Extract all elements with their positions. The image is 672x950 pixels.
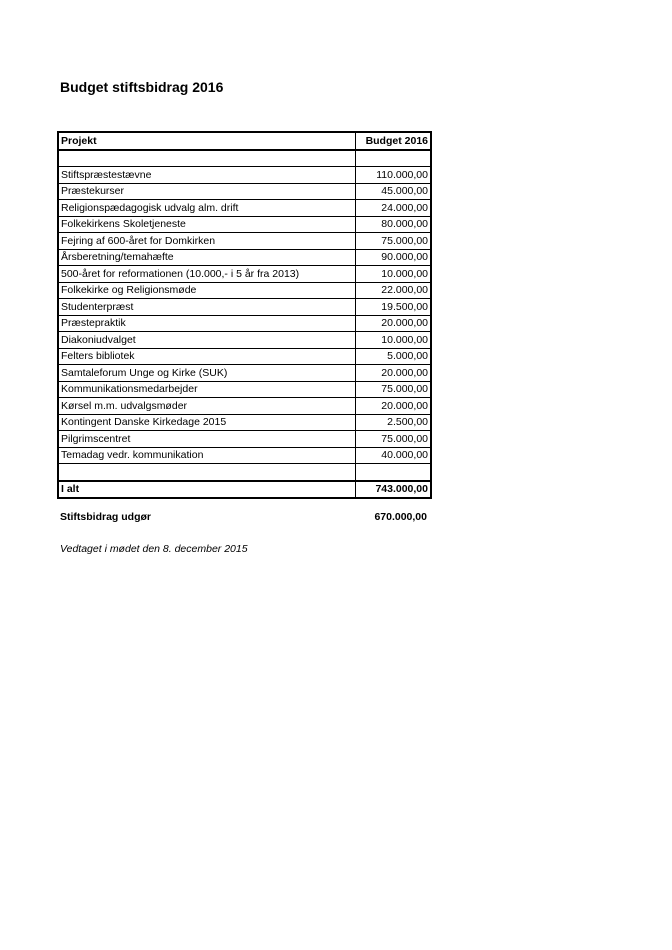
table-row: [58, 282, 431, 299]
table-spacer-row: [58, 150, 431, 167]
amount-cell: 20.000,00: [356, 365, 432, 382]
amount-cell: 75.000,00: [356, 381, 432, 398]
amount-cell: 110.000,00: [356, 167, 432, 184]
summary-value: 670.000,00: [374, 511, 427, 523]
amount-cell: 10.000,00: [356, 266, 432, 283]
spacer-cell: [58, 150, 356, 167]
table-row: [58, 381, 431, 398]
amount-cell: 2.500,00: [356, 414, 432, 431]
amount-cell: 19.500,00: [356, 299, 432, 316]
project-cell: Stiftspræstestævne: [58, 167, 356, 184]
project-cell: Præstepraktik: [58, 315, 356, 332]
table-row: [58, 447, 431, 464]
project-cell: Felters bibliotek: [58, 348, 356, 365]
table-row: [58, 414, 431, 431]
project-cell: Temadag vedr. kommunikation: [58, 447, 356, 464]
amount-cell: 45.000,00: [356, 183, 432, 200]
table-row: [58, 200, 431, 217]
table-row: [58, 249, 431, 266]
summary-label: Stiftsbidrag udgør: [60, 511, 151, 523]
project-cell: Folkekirke og Religionsmøde: [58, 282, 356, 299]
table-row: [58, 233, 431, 250]
table-row: [58, 315, 431, 332]
table-row: [58, 398, 431, 415]
project-cell: Religionspædagogisk udvalg alm. drift: [58, 200, 356, 217]
approval-note: Vedtaget i mødet den 8. december 2015: [60, 543, 248, 555]
project-cell: Kommunikationsmedarbejder: [58, 381, 356, 398]
spacer-cell: [356, 150, 432, 167]
amount-cell: 40.000,00: [356, 447, 432, 464]
column-header-budget: Budget 2016: [356, 132, 432, 150]
table-row: [58, 183, 431, 200]
table-row: [58, 167, 431, 184]
project-cell: Samtaleforum Unge og Kirke (SUK): [58, 365, 356, 382]
project-cell: Kørsel m.m. udvalgsmøder: [58, 398, 356, 415]
table-row: [58, 348, 431, 365]
spacer-cell: [356, 464, 432, 481]
amount-cell: 24.000,00: [356, 200, 432, 217]
project-cell: Fejring af 600-året for Domkirken: [58, 233, 356, 250]
amount-cell: 90.000,00: [356, 249, 432, 266]
spacer-cell: [58, 464, 356, 481]
amount-cell: 5.000,00: [356, 348, 432, 365]
table-row: [58, 216, 431, 233]
table-row: [58, 431, 431, 448]
column-header-project: Projekt: [58, 132, 356, 150]
total-label: I alt: [58, 481, 356, 499]
total-amount: 743.000,00: [356, 481, 432, 499]
amount-cell: 10.000,00: [356, 332, 432, 349]
project-cell: Studenterpræst: [58, 299, 356, 316]
project-cell: Kontingent Danske Kirkedage 2015: [58, 414, 356, 431]
amount-cell: 22.000,00: [356, 282, 432, 299]
amount-cell: 80.000,00: [356, 216, 432, 233]
table-header-row: [58, 132, 431, 150]
project-cell: 500-året for reformationen (10.000,- i 5 år fra 2013): [58, 266, 356, 283]
amount-cell: 20.000,00: [356, 315, 432, 332]
page-title: Budget stiftsbidrag 2016: [60, 79, 224, 95]
project-cell: Folkekirkens Skoletjeneste: [58, 216, 356, 233]
table-spacer-row: [58, 464, 431, 481]
table-row: [58, 332, 431, 349]
amount-cell: 75.000,00: [356, 431, 432, 448]
amount-cell: 75.000,00: [356, 233, 432, 250]
table-row: [58, 365, 431, 382]
table-row: [58, 299, 431, 316]
total-row: [58, 481, 431, 499]
project-cell: Årsberetning/temahæfte: [58, 249, 356, 266]
budget-table: [57, 131, 432, 499]
table-row: [58, 266, 431, 283]
amount-cell: 20.000,00: [356, 398, 432, 415]
project-cell: Præstekurser: [58, 183, 356, 200]
project-cell: Diakoniudvalget: [58, 332, 356, 349]
project-cell: Pilgrimscentret: [58, 431, 356, 448]
